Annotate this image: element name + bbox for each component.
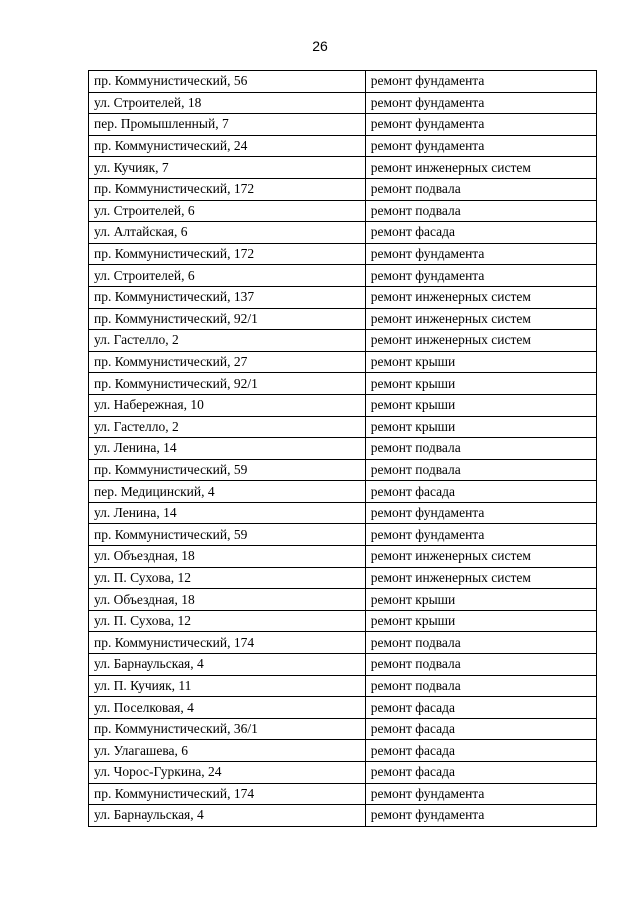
table-row: [89, 416, 597, 438]
table-row: [89, 740, 597, 762]
work-type-cell: ремонт крыши: [365, 589, 596, 611]
work-type-cell: ремонт фундамента: [365, 114, 596, 136]
address-cell: пр. Коммунистический, 174: [89, 783, 366, 805]
address-cell: ул. Барнаульская, 4: [89, 654, 366, 676]
address-cell: пр. Коммунистический, 36/1: [89, 718, 366, 740]
work-type-cell: ремонт фундамента: [365, 265, 596, 287]
address-cell: пр. Коммунистический, 137: [89, 286, 366, 308]
address-cell: ул. Барнаульская, 4: [89, 805, 366, 827]
address-cell: пер. Промышленный, 7: [89, 114, 366, 136]
table-row: [89, 459, 597, 481]
address-cell: ул. Поселковая, 4: [89, 697, 366, 719]
works-table: [88, 70, 597, 827]
work-type-cell: ремонт фасада: [365, 762, 596, 784]
work-type-cell: ремонт крыши: [365, 610, 596, 632]
table-row: [89, 567, 597, 589]
table-row: [89, 265, 597, 287]
table-row: [89, 351, 597, 373]
table-row: [89, 632, 597, 654]
work-type-cell: ремонт крыши: [365, 394, 596, 416]
table-row: [89, 718, 597, 740]
work-type-cell: ремонт фундамента: [365, 92, 596, 114]
address-cell: ул. Строителей, 6: [89, 200, 366, 222]
table-row: [89, 697, 597, 719]
work-type-cell: ремонт крыши: [365, 351, 596, 373]
table-row: [89, 200, 597, 222]
table-row: [89, 438, 597, 460]
table-row: [89, 610, 597, 632]
table-row: [89, 114, 597, 136]
work-type-cell: ремонт подвала: [365, 632, 596, 654]
work-type-cell: ремонт фундамента: [365, 71, 596, 93]
address-cell: ул. Кучияк, 7: [89, 157, 366, 179]
table-row: [89, 222, 597, 244]
work-type-cell: ремонт подвала: [365, 178, 596, 200]
works-table-body: [89, 71, 597, 827]
work-type-cell: ремонт подвала: [365, 654, 596, 676]
address-cell: пер. Медицинский, 4: [89, 481, 366, 503]
address-cell: пр. Коммунистический, 27: [89, 351, 366, 373]
table-row: [89, 373, 597, 395]
table-row: [89, 762, 597, 784]
work-type-cell: ремонт фундамента: [365, 502, 596, 524]
address-cell: пр. Коммунистический, 24: [89, 135, 366, 157]
table-row: [89, 71, 597, 93]
work-type-cell: ремонт фундамента: [365, 135, 596, 157]
work-type-cell: ремонт фасада: [365, 222, 596, 244]
address-cell: пр. Коммунистический, 174: [89, 632, 366, 654]
work-type-cell: ремонт фундамента: [365, 524, 596, 546]
work-type-cell: ремонт крыши: [365, 416, 596, 438]
work-type-cell: ремонт фасада: [365, 697, 596, 719]
table-row: [89, 524, 597, 546]
table-row: [89, 92, 597, 114]
address-cell: пр. Коммунистический, 56: [89, 71, 366, 93]
address-cell: пр. Коммунистический, 92/1: [89, 373, 366, 395]
work-type-cell: ремонт подвала: [365, 675, 596, 697]
address-cell: ул. Строителей, 18: [89, 92, 366, 114]
address-cell: ул. Алтайская, 6: [89, 222, 366, 244]
table-row: [89, 243, 597, 265]
work-type-cell: ремонт инженерных систем: [365, 567, 596, 589]
work-type-cell: ремонт подвала: [365, 459, 596, 481]
table-row: [89, 805, 597, 827]
address-cell: пр. Коммунистический, 59: [89, 524, 366, 546]
address-cell: пр. Коммунистический, 172: [89, 243, 366, 265]
table-row: [89, 135, 597, 157]
address-cell: ул. Набережная, 10: [89, 394, 366, 416]
address-cell: ул. Объездная, 18: [89, 589, 366, 611]
work-type-cell: ремонт подвала: [365, 438, 596, 460]
work-type-cell: ремонт инженерных систем: [365, 308, 596, 330]
page-number: 26: [312, 38, 328, 54]
address-cell: ул. Ленина, 14: [89, 502, 366, 524]
work-type-cell: ремонт фундамента: [365, 243, 596, 265]
work-type-cell: ремонт подвала: [365, 200, 596, 222]
work-type-cell: ремонт фундамента: [365, 783, 596, 805]
table-row: [89, 654, 597, 676]
work-type-cell: ремонт фасада: [365, 718, 596, 740]
address-cell: ул. П. Сухова, 12: [89, 567, 366, 589]
work-type-cell: ремонт инженерных систем: [365, 330, 596, 352]
address-cell: ул. Строителей, 6: [89, 265, 366, 287]
table-row: [89, 330, 597, 352]
work-type-cell: ремонт инженерных систем: [365, 157, 596, 179]
table-row: [89, 394, 597, 416]
work-type-cell: ремонт фундамента: [365, 805, 596, 827]
table-row: [89, 178, 597, 200]
table-row: [89, 783, 597, 805]
work-type-cell: ремонт инженерных систем: [365, 546, 596, 568]
work-type-cell: ремонт фасада: [365, 481, 596, 503]
address-cell: пр. Коммунистический, 59: [89, 459, 366, 481]
address-cell: ул. Гастелло, 2: [89, 416, 366, 438]
address-cell: ул. Улагашева, 6: [89, 740, 366, 762]
work-type-cell: ремонт фасада: [365, 740, 596, 762]
table-row: [89, 546, 597, 568]
address-cell: ул. Ленина, 14: [89, 438, 366, 460]
address-cell: ул. Объездная, 18: [89, 546, 366, 568]
table-row: [89, 589, 597, 611]
table-row: [89, 481, 597, 503]
work-type-cell: ремонт крыши: [365, 373, 596, 395]
address-cell: пр. Коммунистический, 92/1: [89, 308, 366, 330]
table-row: [89, 308, 597, 330]
table-row: [89, 675, 597, 697]
address-cell: пр. Коммунистический, 172: [89, 178, 366, 200]
address-cell: ул. П. Сухова, 12: [89, 610, 366, 632]
table-row: [89, 157, 597, 179]
table-row: [89, 286, 597, 308]
address-cell: ул. П. Кучияк, 11: [89, 675, 366, 697]
address-cell: ул. Чорос-Гуркина, 24: [89, 762, 366, 784]
address-cell: ул. Гастелло, 2: [89, 330, 366, 352]
work-type-cell: ремонт инженерных систем: [365, 286, 596, 308]
table-row: [89, 502, 597, 524]
